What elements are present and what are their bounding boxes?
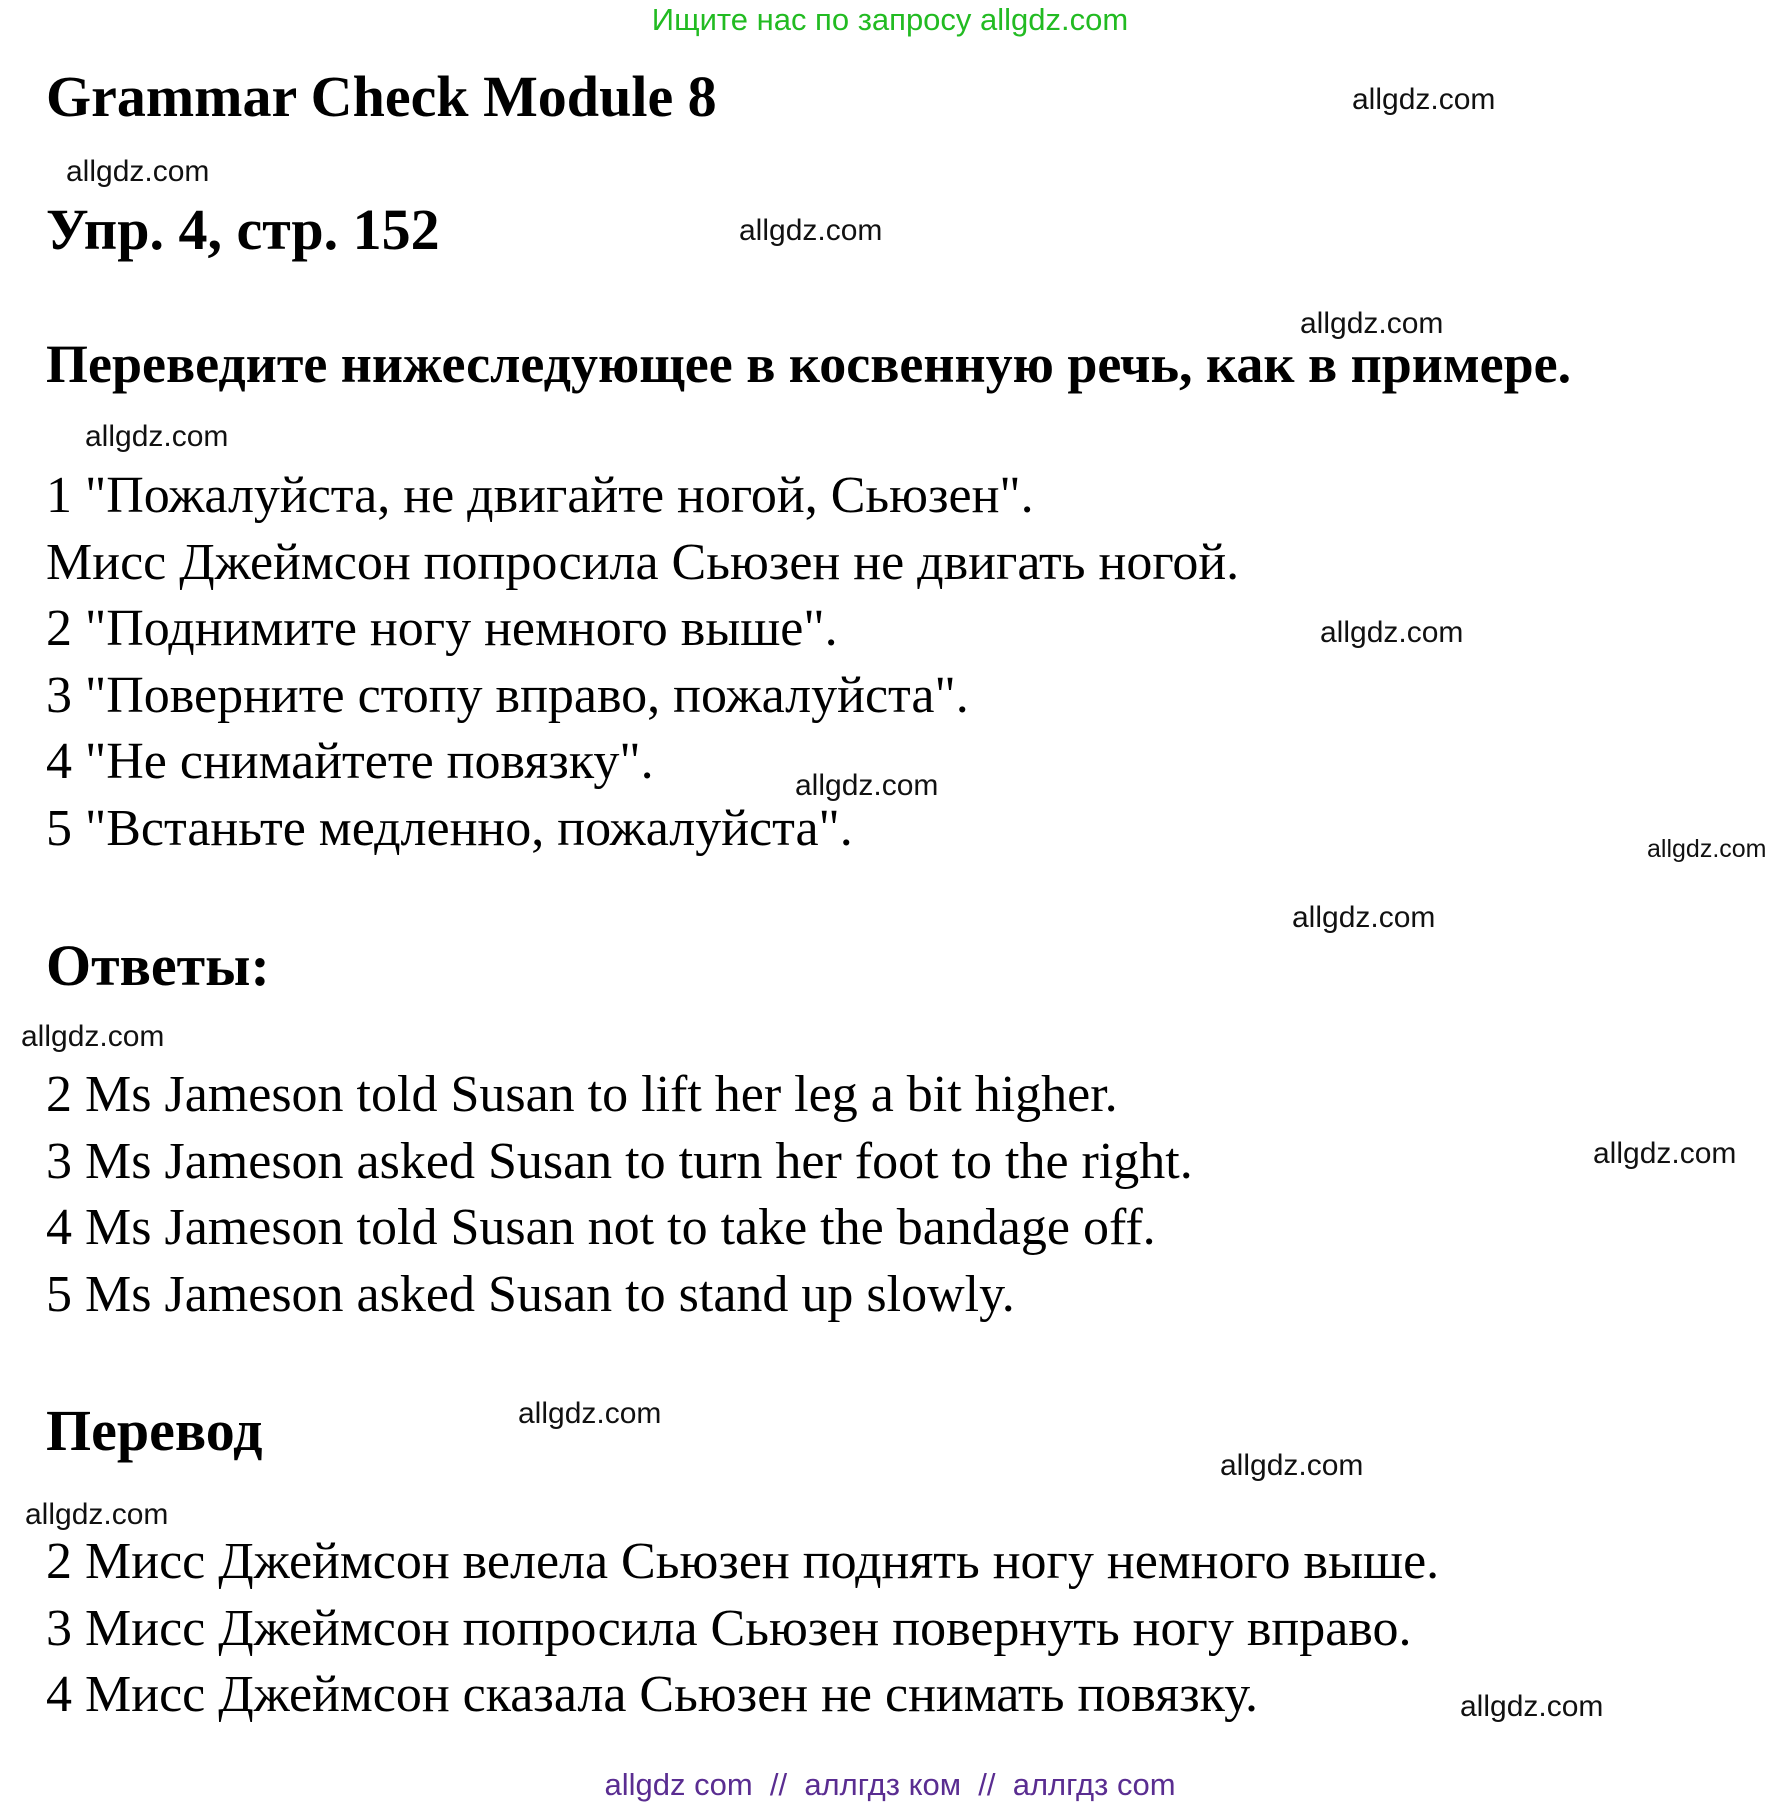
watermark: allgdz.com [1460, 1690, 1604, 1723]
watermark: allgdz.com [66, 155, 210, 188]
top-banner-text: Ищите нас по запросу allgdz.com [651, 2, 1129, 37]
task-item: 1 "Пожалуйста, не двигайте ногой, Сьюзен". [46, 467, 1034, 524]
task-item-example: Мисс Джеймсон попросила Сьюзен не двигать ногой. [46, 534, 1240, 591]
watermark: allgdz.com [1593, 1137, 1737, 1170]
footer-text: allgdz com // аллгдз ком // аллгдз com [604, 1767, 1176, 1802]
watermark: allgdz.com [1292, 901, 1436, 934]
answer-line: 5 Ms Jameson asked Susan to stand up slowly. [46, 1266, 1015, 1323]
task-instruction: Переведите нижеследующее в косвенную речь, как в примере. [46, 334, 1572, 394]
watermark: allgdz.com [795, 769, 939, 802]
task-item: 5 "Встаньте медленно, пожалуйста". [46, 800, 853, 857]
top-banner [0, 4, 1780, 35]
watermark: allgdz.com [739, 214, 883, 247]
task-item: 4 "Не снимайтете повязку". [46, 733, 654, 790]
answer-line: 4 Ms Jameson told Susan not to take the bandage off. [46, 1199, 1156, 1256]
translation-line: 2 Мисс Джеймсон велела Сьюзен поднять ногу немного выше. [46, 1533, 1440, 1590]
answer-line: 3 Ms Jameson asked Susan to turn her foot to the right. [46, 1133, 1193, 1190]
watermark: allgdz.com [85, 420, 229, 453]
watermark: allgdz.com [21, 1020, 165, 1053]
watermark: allgdz.com [1220, 1449, 1364, 1482]
page-title: Grammar Check Module 8 [46, 64, 717, 129]
watermark: allgdz.com [1300, 307, 1444, 340]
translation-line: 3 Мисс Джеймсон попросила Сьюзен повернуть ногу вправо. [46, 1600, 1412, 1657]
watermark: allgdz.com [518, 1397, 662, 1430]
watermark: allgdz.com [1320, 616, 1464, 649]
watermark: allgdz.com [1352, 83, 1496, 116]
translation-line: 4 Мисс Джеймсон сказала Сьюзен не снимать повязку. [46, 1666, 1258, 1723]
answer-line: 2 Ms Jameson told Susan to lift her leg a bit higher. [46, 1066, 1118, 1123]
task-item: 2 "Поднимите ногу немного выше". [46, 600, 838, 657]
watermark: allgdz.com [1647, 835, 1767, 863]
watermark: allgdz.com [25, 1498, 169, 1531]
answers-heading: Ответы: [46, 933, 270, 998]
footer [0, 1769, 1780, 1800]
translation-heading: Перевод [46, 1398, 263, 1463]
exercise-label: Упр. 4, стр. 152 [46, 197, 440, 262]
task-item: 3 "Поверните стопу вправо, пожалуйста". [46, 667, 969, 724]
